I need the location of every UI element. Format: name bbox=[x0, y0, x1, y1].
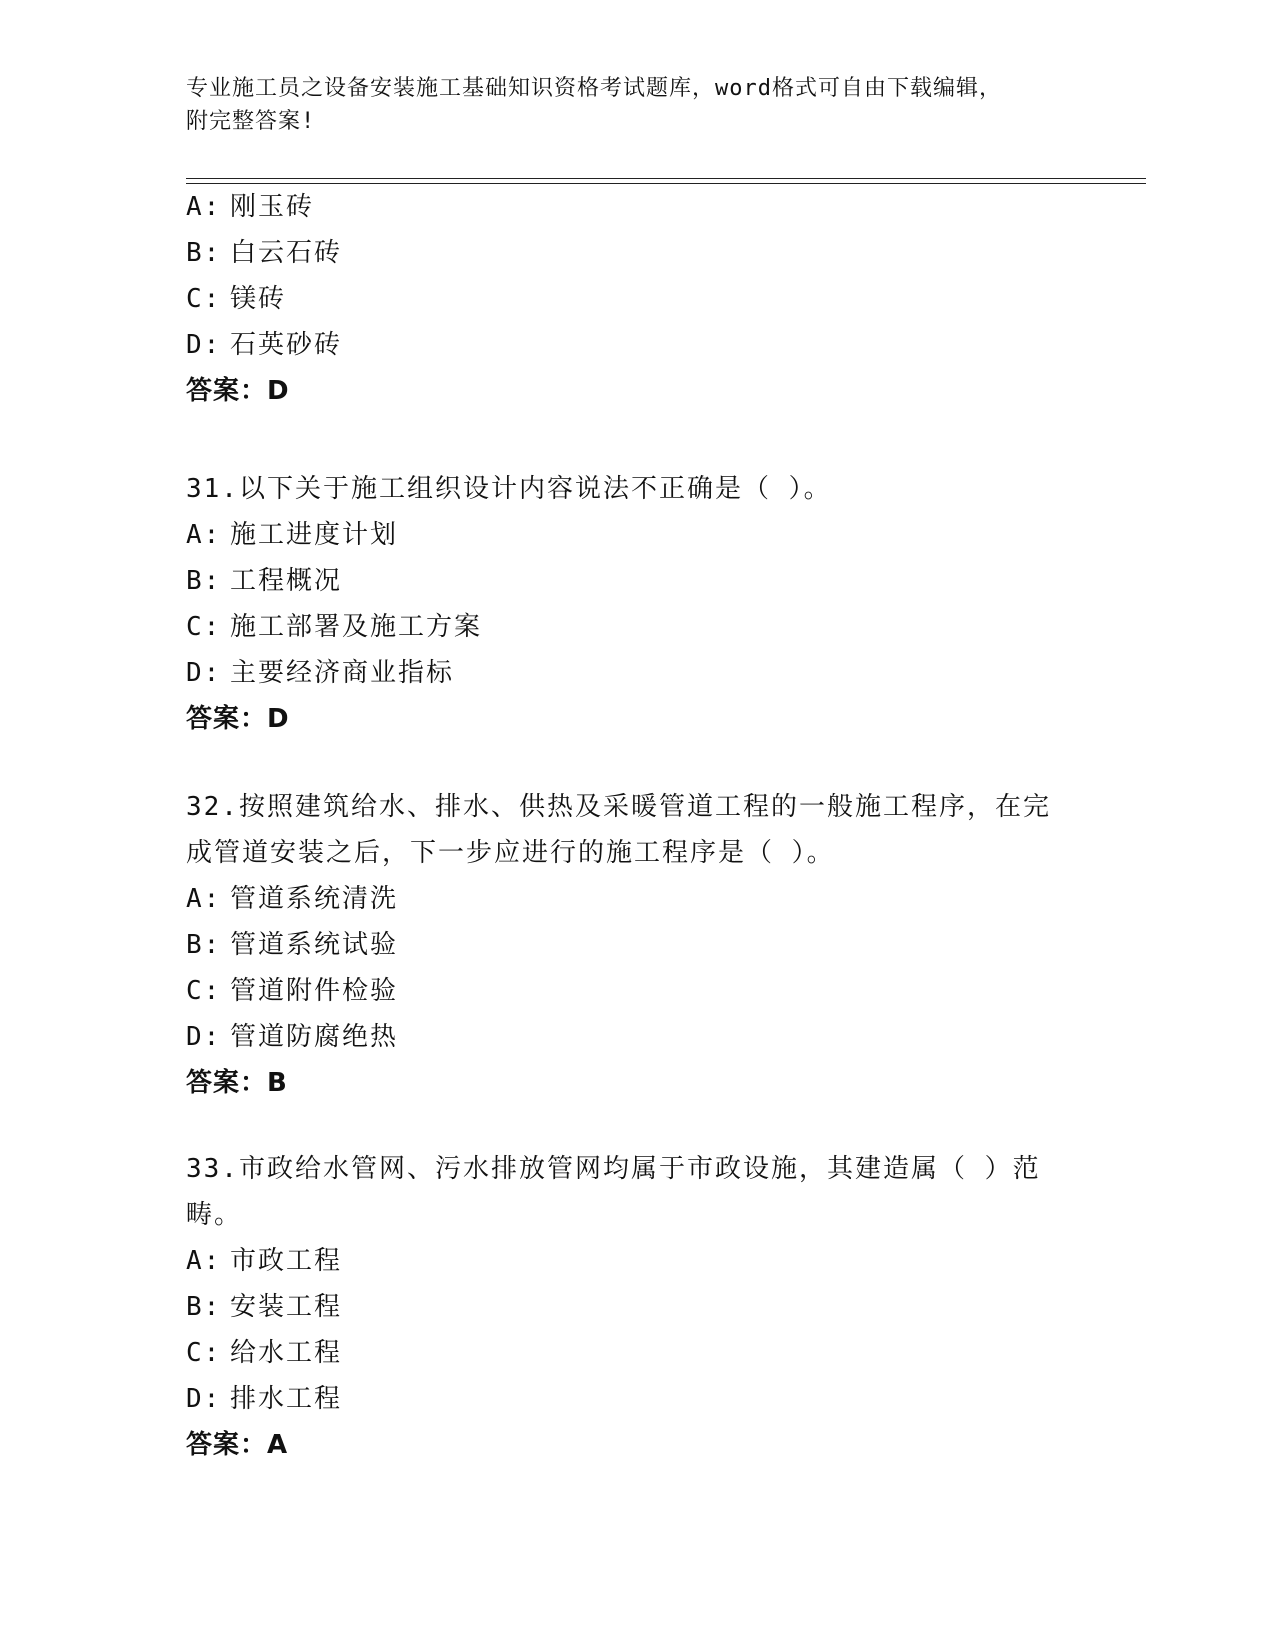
option-b bbox=[186, 1284, 1086, 1330]
option-text: 主要经济商业指标 bbox=[230, 658, 455, 688]
option-letter: D: bbox=[186, 1384, 222, 1414]
option-letter: A: bbox=[186, 192, 222, 222]
option-d bbox=[186, 1014, 1086, 1060]
option-text: 给水工程 bbox=[230, 1338, 343, 1368]
option-a bbox=[186, 1238, 1086, 1284]
option-letter: D: bbox=[186, 658, 222, 688]
answer-line: 答案：D bbox=[186, 376, 290, 406]
question-31 bbox=[186, 466, 1086, 742]
option-text: 工程概况 bbox=[230, 566, 343, 596]
option-letter: C: bbox=[186, 976, 222, 1006]
question-text-line-1: 33.市政给水管网、污水排放管网均属于市政设施，其建造属（ ）范 bbox=[186, 1154, 1041, 1184]
option-text: 镁砖 bbox=[230, 284, 287, 314]
option-text: 管道系统试验 bbox=[230, 930, 399, 960]
option-c bbox=[186, 968, 1086, 1014]
option-d bbox=[186, 650, 1086, 696]
option-c bbox=[186, 1330, 1086, 1376]
option-letter: B: bbox=[186, 930, 222, 960]
answer-line: 答案：B bbox=[186, 1068, 288, 1098]
header-line-1: 专业施工员之设备安装施工基础知识资格考试题库，word格式可自由下载编辑， bbox=[186, 76, 1002, 101]
option-letter: D: bbox=[186, 1022, 222, 1052]
option-letter: C: bbox=[186, 612, 222, 642]
option-letter: C: bbox=[186, 1338, 222, 1368]
option-d bbox=[186, 322, 1086, 368]
option-c bbox=[186, 604, 1086, 650]
header-line-2: 附完整答案! bbox=[186, 109, 316, 134]
answer-line: 答案：A bbox=[186, 1430, 289, 1460]
option-letter: B: bbox=[186, 1292, 222, 1322]
option-c bbox=[186, 276, 1086, 322]
option-b bbox=[186, 558, 1086, 604]
option-letter: B: bbox=[186, 566, 222, 596]
option-letter: A: bbox=[186, 884, 222, 914]
option-text: 石英砂砖 bbox=[230, 330, 343, 360]
option-b bbox=[186, 922, 1086, 968]
question-text: 31.以下关于施工组织设计内容说法不正确是（ ）。 bbox=[186, 474, 832, 504]
option-letter: C: bbox=[186, 284, 222, 314]
answer-line: 答案：D bbox=[186, 704, 290, 734]
option-a bbox=[186, 876, 1086, 922]
question-text-line-2: 畴。 bbox=[186, 1200, 243, 1230]
option-letter: A: bbox=[186, 1246, 222, 1276]
option-d bbox=[186, 1376, 1086, 1422]
question-30 bbox=[186, 184, 1086, 414]
option-text: 管道附件检验 bbox=[230, 976, 399, 1006]
option-text: 刚玉砖 bbox=[230, 192, 315, 222]
question-32 bbox=[186, 784, 1086, 1106]
header-divider-top bbox=[186, 178, 1146, 179]
option-a bbox=[186, 512, 1086, 558]
option-a bbox=[186, 184, 1086, 230]
option-letter: D: bbox=[186, 330, 222, 360]
question-text-line-2: 成管道安装之后，下一步应进行的施工程序是（ ）。 bbox=[186, 838, 835, 868]
option-text: 市政工程 bbox=[230, 1246, 343, 1276]
option-text: 白云石砖 bbox=[230, 238, 343, 268]
document-header bbox=[186, 72, 1066, 138]
option-text: 管道防腐绝热 bbox=[230, 1022, 399, 1052]
option-text: 管道系统清洗 bbox=[230, 884, 399, 914]
option-letter: B: bbox=[186, 238, 222, 268]
question-33 bbox=[186, 1146, 1086, 1468]
option-text: 施工进度计划 bbox=[230, 520, 399, 550]
option-text: 安装工程 bbox=[230, 1292, 343, 1322]
option-letter: A: bbox=[186, 520, 222, 550]
option-text: 施工部署及施工方案 bbox=[230, 612, 483, 642]
question-text-line-1: 32.按照建筑给水、排水、供热及采暖管道工程的一般施工程序，在完 bbox=[186, 792, 1051, 822]
option-text: 排水工程 bbox=[230, 1384, 343, 1414]
option-b bbox=[186, 230, 1086, 276]
